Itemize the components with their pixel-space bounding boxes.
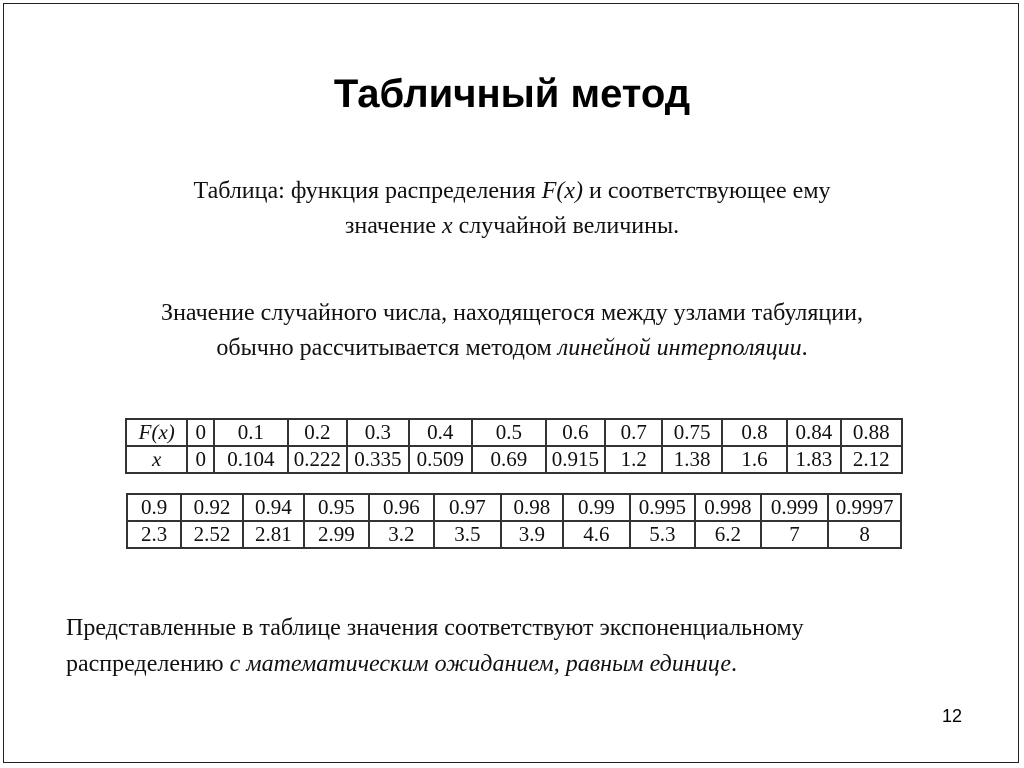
table-cell: 1.38 — [662, 446, 721, 473]
table-cell: 0 — [187, 419, 214, 446]
table-cell: 5.3 — [630, 521, 696, 548]
table-cell: 0.998 — [695, 494, 761, 521]
table-cell: 0.8 — [722, 419, 788, 446]
distribution-table-2 — [126, 493, 902, 549]
table-cell: 1.2 — [605, 446, 662, 473]
table-cell: 0.995 — [630, 494, 696, 521]
table-row-fx — [126, 419, 902, 446]
table-cell: 0.509 — [409, 446, 472, 473]
table-row-fx — [127, 494, 901, 521]
table-cell: 0.1 — [214, 419, 288, 446]
table-cell: 0.4 — [409, 419, 472, 446]
paragraph-conclusion: Представленные в таблице значения соответствуют экспоненциальному распределению с математическим ожиданием, равным единице. — [66, 615, 804, 677]
table-cell: 0.104 — [214, 446, 288, 473]
table-cell: 0.94 — [243, 494, 304, 521]
table-cell: 3.2 — [369, 521, 435, 548]
table-cell: 0.95 — [304, 494, 369, 521]
distribution-table-1 — [125, 418, 903, 474]
table-cell: 0.915 — [546, 446, 605, 473]
table-cell: 0.6 — [546, 419, 605, 446]
table-cell: 0.7 — [605, 419, 662, 446]
table-cell: 2.99 — [304, 521, 369, 548]
table-cell: 0 — [187, 446, 214, 473]
table-cell: 4.6 — [563, 521, 630, 548]
table-cell: 0.84 — [787, 419, 840, 446]
table-cell: 0.3 — [347, 419, 408, 446]
table-cell: 0.69 — [472, 446, 546, 473]
table-cell: 8 — [828, 521, 901, 548]
table-cell: 3.9 — [501, 521, 563, 548]
table-cell: 0.98 — [501, 494, 563, 521]
table-cell: 3.5 — [434, 521, 501, 548]
paragraph-table-description: Таблица: функция распределения F(x) и соответствующее ему значение x случайной величины. — [193, 178, 831, 239]
table-cell: 0.88 — [841, 419, 902, 446]
slide-title: Табличный метод — [333, 72, 691, 116]
table-row-x — [127, 521, 901, 548]
table-cell: 0.999 — [761, 494, 829, 521]
table-cell: 0.96 — [369, 494, 435, 521]
table-row-x — [126, 446, 902, 473]
table-cell: 1.83 — [787, 446, 840, 473]
table-cell: 2.12 — [841, 446, 902, 473]
table-cell: 2.52 — [181, 521, 242, 548]
table-cell: 0.92 — [181, 494, 242, 521]
table-cell: 0.97 — [434, 494, 501, 521]
table-cell: 0.222 — [288, 446, 347, 473]
table-cell: 0.75 — [662, 419, 721, 446]
table-header-x: x — [126, 446, 187, 473]
table-cell: 0.9997 — [828, 494, 901, 521]
table-cell: 2.81 — [243, 521, 304, 548]
table-cell: 1.6 — [722, 446, 788, 473]
table-cell: 0.2 — [288, 419, 347, 446]
table-header-fx: F(x) — [126, 419, 187, 446]
table-cell: 7 — [761, 521, 829, 548]
table-cell: 2.3 — [127, 521, 181, 548]
page-number: 12 — [941, 706, 962, 726]
table-cell: 6.2 — [695, 521, 761, 548]
table-cell: 0.335 — [347, 446, 408, 473]
paragraph-interpolation: Значение случайного числа, находящегося между узлами табуляции, обычно рассчитывается методом линейной интерполяции. — [161, 300, 863, 361]
table-cell: 0.5 — [472, 419, 546, 446]
table-cell: 0.99 — [563, 494, 630, 521]
table-cell: 0.9 — [127, 494, 181, 521]
